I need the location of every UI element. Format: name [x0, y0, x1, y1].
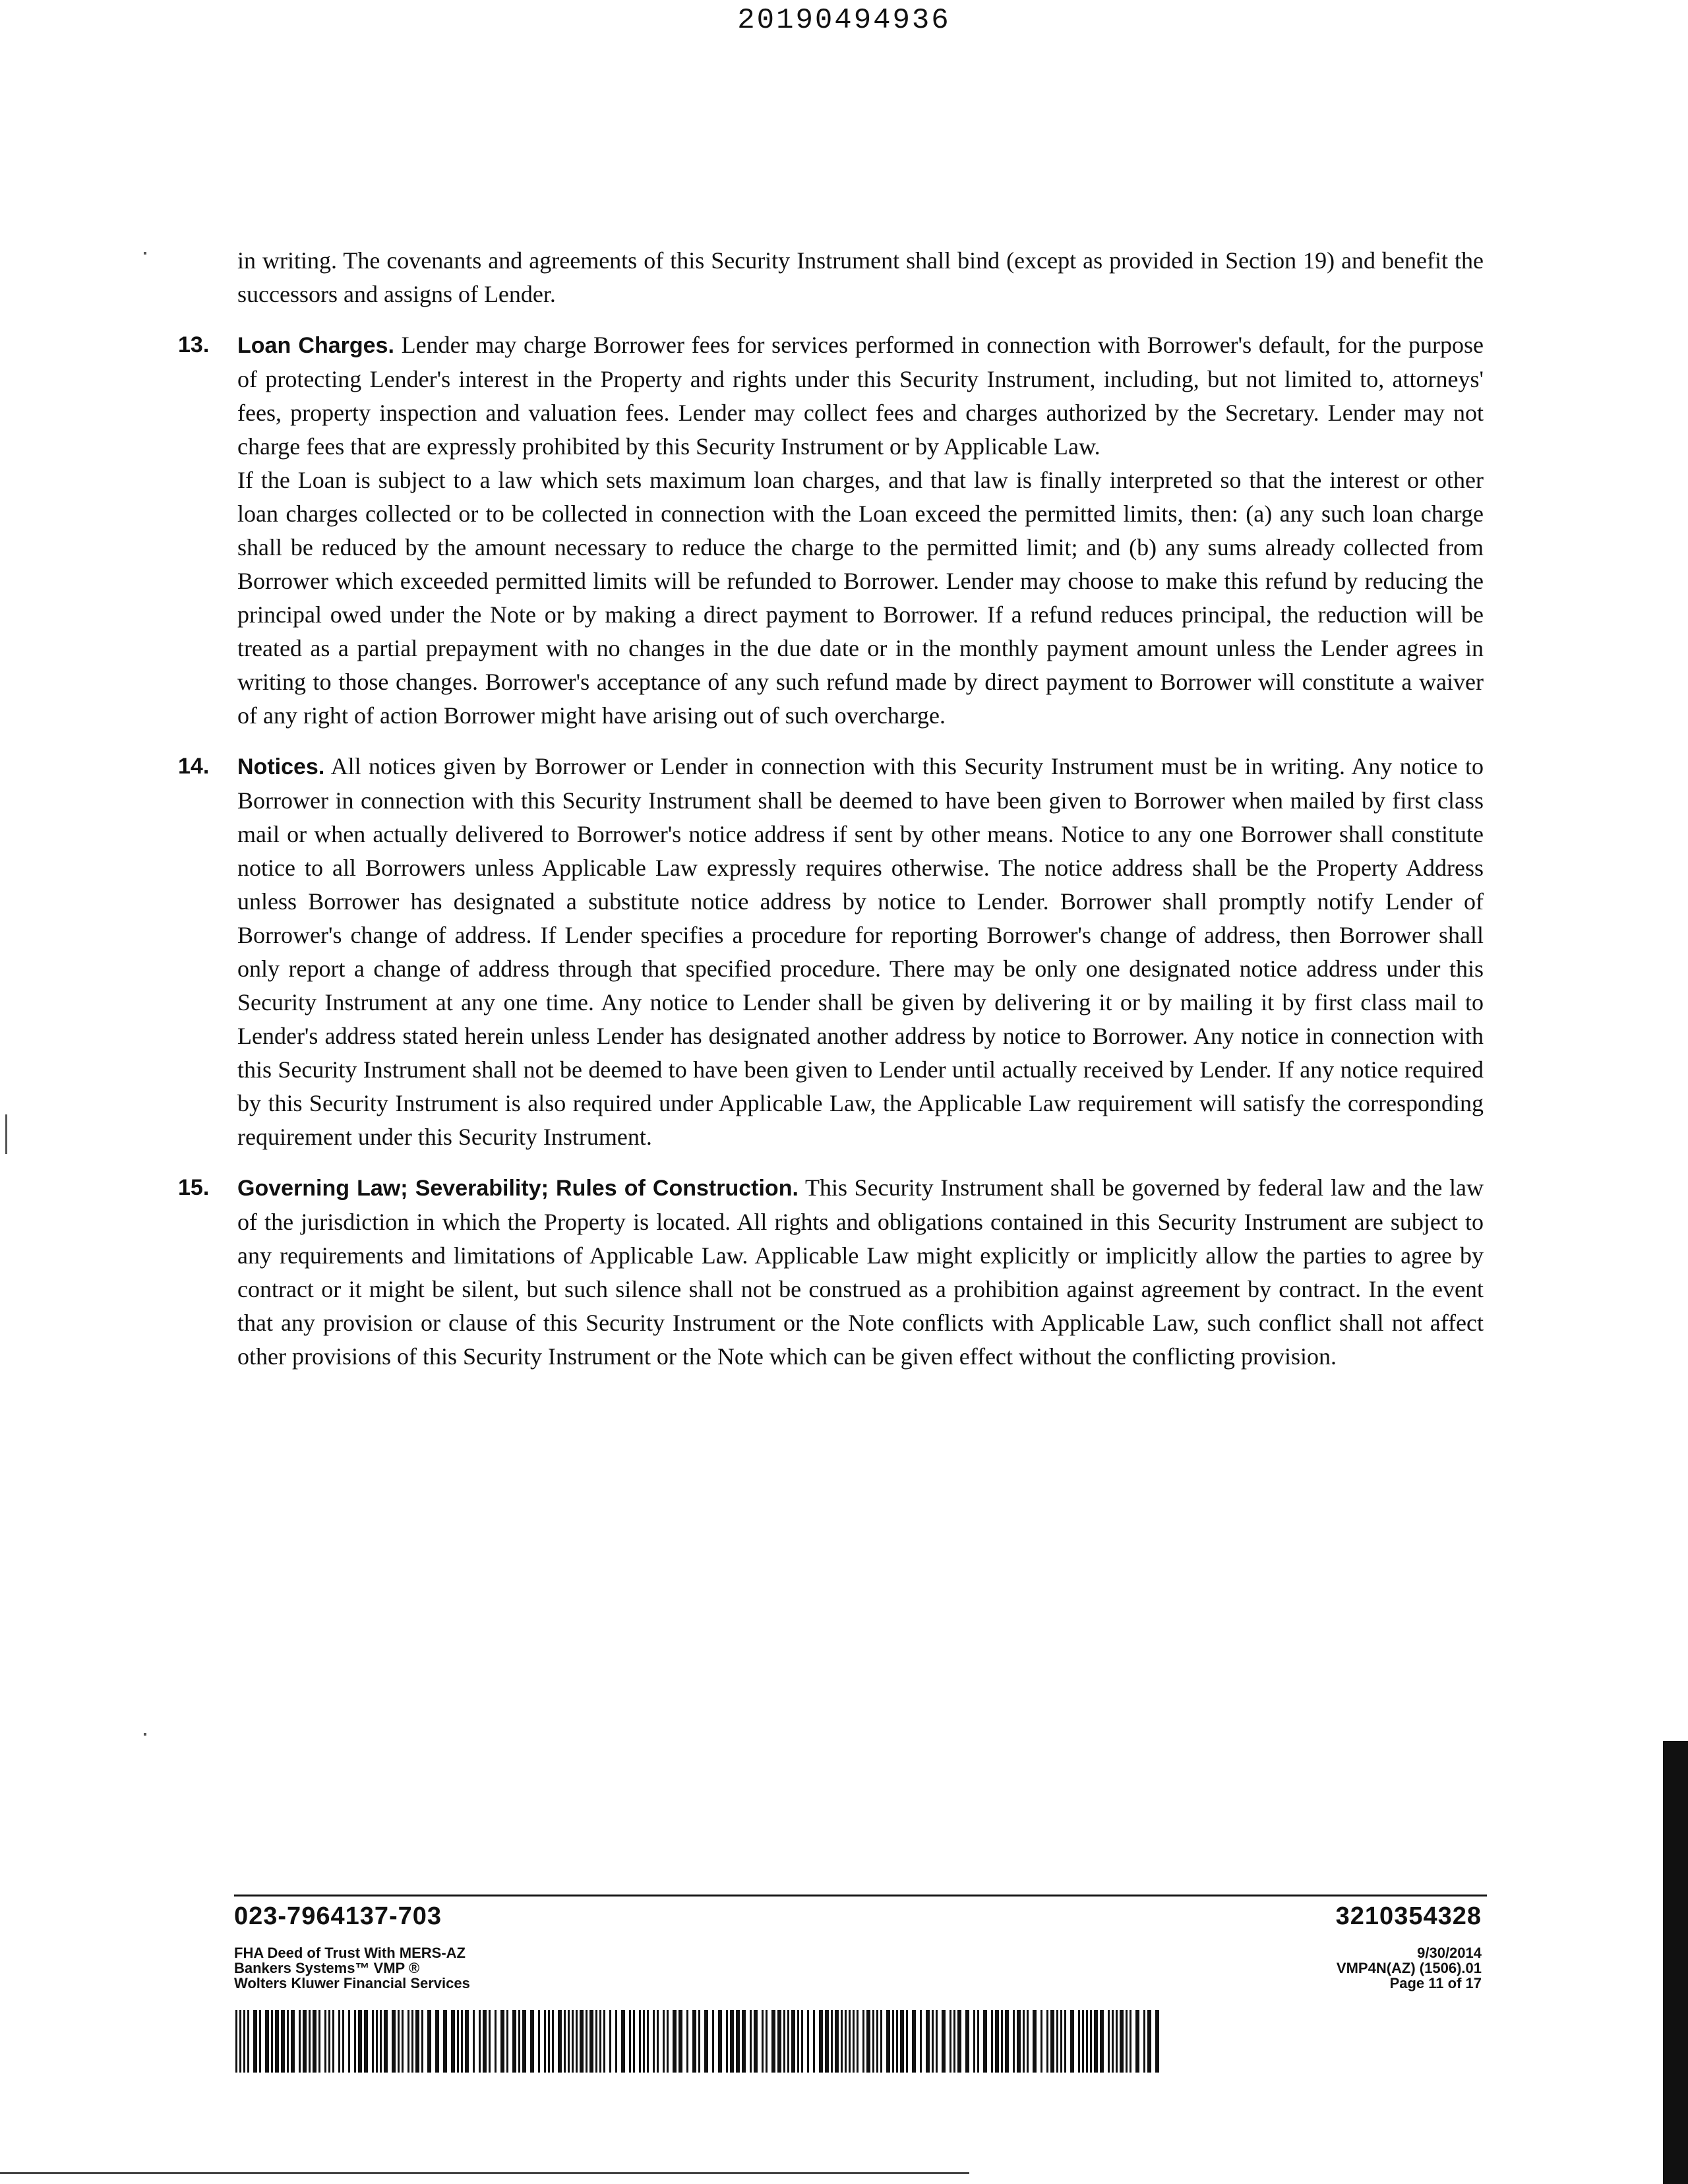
- barcode-bar: [489, 2010, 491, 2073]
- barcode-bar: [819, 2010, 823, 2073]
- barcode-bar: [239, 2010, 241, 2073]
- section-14-notices: [178, 750, 1484, 1154]
- section-title: Loan Charges.: [237, 333, 394, 358]
- barcode-bar: [1090, 2010, 1092, 2073]
- scan-edge-bottom: [0, 2172, 969, 2174]
- barcode-bar: [281, 2010, 285, 2073]
- form-code: VMP4N(AZ) (1506).01: [1336, 1960, 1482, 1976]
- barcode-bar: [530, 2010, 534, 2073]
- barcode-bar: [461, 2010, 463, 2073]
- barcode-bar: [544, 2010, 546, 2073]
- barcode-bar: [825, 2010, 829, 2073]
- barcode-bar: [259, 2010, 261, 2073]
- barcode-bar: [338, 2010, 340, 2073]
- barcode-bar: [835, 2010, 839, 2073]
- intro-paragraph: in writing. The covenants and agreements of this Security Instrument shall bind (except as provided in Section 19) and benefit the successors and assigns of Lender.: [237, 247, 1484, 307]
- barcode-bar: [1050, 2010, 1054, 2073]
- barcode-bar: [1033, 2010, 1037, 2073]
- barcode-bar: [1078, 2010, 1080, 2073]
- barcode-bar: [866, 2010, 870, 2073]
- barcode-bar: [621, 2010, 625, 2073]
- section-paragraph: [237, 328, 1484, 464]
- section-body: All notices given by Borrower or Lender in connection with this Security Instrument must be in writing. Any notice to Borrower in connection with this Security Instrument shall be deemed to have been given to Borrower when mailed by first class mail or when actually delivered to Borrower's notice address if sent by other means. Notice to any one Borrower shall constitute notice to all Borrowers unless Applicable Law expressly requires otherwise. The notice address shall be the Property Address unless Borrower has designated a substitute notice address by notice to Lender. Borrower shall promptly notify Lender of Borrower's change of address. If Lender specifies a procedure for reporting Borrower's change of address, then Borrower shall only report a change of address through that specified procedure. There may be only one designated notice address under this Security Instrument at any one time. Any notice to Lender shall be given by delivering it or by mailing it by first class mail to Lender's address stated herein unless Lender has designated another address by notice to Borrower. Any notice in connection with this Security Instrument shall not be deemed to have been given to Lender until actually received by Lender. If any notice required by this Security Instrument is also required under Applicable Law, the Applicable Law requirement will satisfy the corresponding requirement under this Security Instrument.: [237, 753, 1484, 1150]
- barcode-bar: [995, 2010, 999, 2073]
- barcode-bar: [953, 2010, 955, 2073]
- barcode-bar: [473, 2010, 475, 2073]
- barcode-bar: [595, 2010, 597, 2073]
- barcode-bar: [1023, 2010, 1025, 2073]
- barcode-bar: [657, 2010, 659, 2073]
- barcode-bar: [831, 2010, 833, 2073]
- barcode-bar: [777, 2010, 781, 2073]
- barcode-bar: [332, 2010, 334, 2073]
- barcode-bar: [692, 2010, 696, 2073]
- barcode-bar: [942, 2010, 946, 2073]
- barcode-bar: [1126, 2010, 1128, 2073]
- barcode-bar: [1108, 2010, 1110, 2073]
- barcode-bar: [673, 2010, 677, 2073]
- section-number: 14.: [178, 754, 210, 779]
- barcode-bar: [243, 2010, 245, 2073]
- barcode-bar: [1070, 2010, 1074, 2073]
- barcode-bar: [1086, 2010, 1088, 2073]
- barcode-bar: [538, 2010, 540, 2073]
- barcode-bar: [372, 2010, 374, 2073]
- barcode-bar: [1094, 2010, 1098, 2073]
- barcode-bar: [1001, 2010, 1003, 2073]
- barcode-bar: [411, 2010, 413, 2073]
- barcode-bar: [896, 2010, 898, 2073]
- barcode-bar: [318, 2010, 320, 2073]
- barcode-bar: [853, 2010, 855, 2073]
- barcode-bar: [886, 2010, 890, 2073]
- barcode-bar: [506, 2010, 508, 2073]
- barcode-bar: [603, 2010, 605, 2073]
- barcode-bar: [936, 2010, 938, 2073]
- barcode-bar: [558, 2010, 562, 2073]
- barcode-bar: [983, 2010, 987, 2073]
- document-body: [178, 244, 1484, 1374]
- barcode-bar: [299, 2010, 301, 2073]
- barcode-bar: [354, 2010, 356, 2073]
- barcode-bar: [667, 2010, 669, 2073]
- barcode-bar: [548, 2010, 550, 2073]
- barcode-bar: [791, 2010, 795, 2073]
- barcode-bar: [1005, 2010, 1009, 2073]
- barcode-bar: [265, 2010, 269, 2073]
- barcode-bar: [813, 2010, 815, 2073]
- barcode-bar: [1056, 2010, 1058, 2073]
- barcode-bar: [609, 2010, 611, 2073]
- barcode-bar: [787, 2010, 789, 2073]
- barcode-bar: [712, 2010, 714, 2073]
- barcode-bar: [926, 2010, 930, 2073]
- barcode-bar: [862, 2010, 864, 2073]
- barcode-bar: [328, 2010, 330, 2073]
- barcode-bar: [568, 2010, 570, 2073]
- barcode-bar: [275, 2010, 279, 2073]
- barcode-bar: [857, 2010, 859, 2073]
- barcode-bar: [1116, 2010, 1118, 2073]
- barcode-bar: [1143, 2010, 1145, 2073]
- section-number: 15.: [178, 1175, 210, 1200]
- barcode-bar: [364, 2010, 368, 2073]
- barcode-bar: [876, 2010, 878, 2073]
- form-vendor: Bankers Systems™ VMP ®: [234, 1960, 420, 1976]
- form-meta: [1337, 1945, 1482, 1991]
- barcode-bar: [1120, 2010, 1124, 2073]
- barcode-bar: [730, 2010, 734, 2073]
- barcode-bar: [1064, 2010, 1066, 2073]
- barcode-bar: [564, 2010, 566, 2073]
- barcode-bar: [552, 2010, 554, 2073]
- barcode-bar: [495, 2010, 497, 2073]
- min-number: 3210354328: [1335, 1902, 1482, 1930]
- barcode-bar: [704, 2010, 708, 2073]
- barcode-bar: [415, 2010, 419, 2073]
- section-subparagraph: If the Loan is subject to a law which sets maximum loan charges, and that law is finally interpreted so that the interest or other loan charges collected or to be collected in connection with the Loan exceed the permitted limits, then: (a) any such loan charge shall be reduced by the amount necessary to reduce the charge to the permitted limit; and (b) any sums already collected from Borrower which exceeded permitted limits will be refunded to Borrower. Lender may choose to make this refund by reducing the principal owed under the Note or by making a direct payment to Borrower. If a refund reduces principal, the reduction will be treated as a partial prepayment with no changes in the due date or in the monthly payment amount unless the Lender agrees in writing to those changes. Borrower's acceptance of any such refund made by direct payment to Borrower will constitute a waiver of any right of action Borrower might have arising out of such overcharge.: [237, 467, 1484, 729]
- barcode-bar: [801, 2010, 803, 2073]
- barcode-bar: [977, 2010, 979, 2073]
- barcode-bar: [973, 2010, 975, 2073]
- form-date: 9/30/2014: [1417, 1945, 1482, 1961]
- barcode-bar: [920, 2010, 922, 2073]
- barcode-bar: [965, 2010, 969, 2073]
- barcode-bar: [742, 2010, 746, 2073]
- barcode-bar: [483, 2010, 487, 2073]
- barcode-bar: [906, 2010, 908, 2073]
- barcode-bar: [892, 2010, 894, 2073]
- barcode-bar: [427, 2010, 431, 2073]
- form-publisher: Wolters Kluwer Financial Services: [234, 1975, 470, 1991]
- section-title: Notices.: [237, 754, 325, 779]
- barcode-bar: [576, 2010, 578, 2073]
- barcode-bar: [783, 2010, 785, 2073]
- barcode-bar: [589, 2010, 593, 2073]
- barcode-bar: [500, 2010, 504, 2073]
- barcode-bar: [479, 2010, 481, 2073]
- barcode-bar: [572, 2010, 574, 2073]
- barcode-bar: [762, 2010, 764, 2073]
- barcode-bar: [754, 2010, 758, 2073]
- barcode-bar: [629, 2010, 631, 2073]
- barcode-bar: [807, 2010, 809, 2073]
- barcode: [235, 2010, 1165, 2073]
- barcode-bar: [1130, 2010, 1131, 2073]
- barcode-bar: [599, 2010, 601, 2073]
- barcode-bar: [303, 2010, 307, 2073]
- barcode-bar: [421, 2010, 423, 2073]
- barcode-bar: [380, 2010, 382, 2073]
- barcode-bar: [643, 2010, 645, 2073]
- barcode-bar: [639, 2010, 641, 2073]
- form-title: FHA Deed of Trust With MERS-AZ: [234, 1945, 466, 1961]
- barcode-bar: [849, 2010, 851, 2073]
- section-15-governing-law: [178, 1171, 1484, 1374]
- barcode-bar: [686, 2010, 688, 2073]
- footer-divider: [234, 1895, 1487, 1896]
- section-13-loan-charges: [178, 328, 1484, 733]
- barcode-bar: [457, 2010, 459, 2073]
- barcode-bar: [313, 2010, 316, 2073]
- barcode-bar: [771, 2010, 775, 2073]
- barcode-bar: [465, 2010, 469, 2073]
- barcode-bar: [309, 2010, 311, 2073]
- barcode-bar: [1046, 2010, 1048, 2073]
- section-paragraph: [237, 750, 1484, 1154]
- loan-number: 023-7964137-703: [234, 1902, 442, 1930]
- barcode-bar: [932, 2010, 934, 2073]
- section-paragraph: [237, 1171, 1484, 1374]
- barcode-bar: [512, 2010, 516, 2073]
- barcode-bar: [402, 2010, 404, 2073]
- barcode-bar: [518, 2010, 520, 2073]
- barcode-bar: [271, 2010, 273, 2073]
- barcode-bar: [1060, 2010, 1062, 2073]
- barcode-bar: [1013, 2010, 1015, 2073]
- barcode-bar: [912, 2010, 916, 2073]
- barcode-bar: [247, 2010, 249, 2073]
- barcode-bar: [398, 2010, 400, 2073]
- scan-mark: [144, 1733, 146, 1736]
- barcode-bar: [1147, 2010, 1151, 2073]
- barcode-bar: [841, 2010, 843, 2073]
- section-title: Governing Law; Severability; Rules of Construction.: [237, 1176, 799, 1201]
- barcode-bar: [880, 2010, 882, 2073]
- barcode-bar: [736, 2010, 740, 2073]
- barcode-bar: [766, 2010, 768, 2073]
- barcode-bar: [1155, 2010, 1159, 2073]
- barcode-bar: [376, 2010, 378, 2073]
- barcode-bar: [900, 2010, 904, 2073]
- barcode-bar: [678, 2010, 682, 2073]
- barcode-bar: [1017, 2010, 1021, 2073]
- barcode-bar: [586, 2010, 588, 2073]
- barcode-bar: [615, 2010, 617, 2073]
- barcode-bar: [392, 2010, 396, 2073]
- section-number: 13.: [178, 332, 210, 357]
- recording-number: 20190494936: [737, 4, 951, 37]
- barcode-bar: [291, 2010, 295, 2073]
- barcode-bar: [324, 2010, 326, 2073]
- barcode-bar: [1112, 2010, 1114, 2073]
- form-info: [234, 1945, 470, 1991]
- barcode-bar: [348, 2010, 350, 2073]
- barcode-bar: [797, 2010, 799, 2073]
- barcode-bar: [1100, 2010, 1104, 2073]
- barcode-bar: [1082, 2010, 1084, 2073]
- barcode-bar: [384, 2010, 388, 2073]
- barcode-bar: [407, 2010, 409, 2073]
- barcode-bar: [1027, 2010, 1029, 2073]
- barcode-bar: [451, 2010, 455, 2073]
- barcode-bar: [698, 2010, 700, 2073]
- scan-mark: [5, 1114, 7, 1154]
- barcode-bar: [580, 2010, 584, 2073]
- barcode-bar: [287, 2010, 289, 2073]
- barcode-bar: [845, 2010, 847, 2073]
- barcode-bar: [435, 2010, 439, 2073]
- barcode-bar: [1135, 2010, 1139, 2073]
- barcode-bar: [647, 2010, 649, 2073]
- barcode-bar: [522, 2010, 526, 2073]
- barcode-bar: [750, 2010, 752, 2073]
- scan-mark: [144, 252, 146, 255]
- barcode-bar: [443, 2010, 447, 2073]
- barcode-bar: [872, 2010, 874, 2073]
- barcode-bar: [663, 2010, 665, 2073]
- barcode-bar: [253, 2010, 257, 2073]
- barcode-bar: [957, 2010, 961, 2073]
- barcode-bar: [1040, 2010, 1042, 2073]
- barcode-bar: [991, 2010, 993, 2073]
- barcode-bar: [653, 2010, 655, 2073]
- barcode-bar: [358, 2010, 362, 2073]
- barcode-bar: [342, 2010, 344, 2073]
- page-number: Page 11 of 17: [1389, 1975, 1482, 1991]
- section-body: Lender may charge Borrower fees for services performed in connection with Borrower's default, for the purpose of protecting Lender's interest in the Property and rights under this Security Instrument, including, but not limited to, attorneys' fees, property inspection and valuation fees. Lender may collect fees and charges authorized by the Secretary. Lender may not charge fees that are expressly prohibited by this Security Instrument or by Applicable Law.: [237, 332, 1484, 460]
- barcode-bar: [726, 2010, 728, 2073]
- barcode-bar: [633, 2010, 635, 2073]
- barcode-bar: [950, 2010, 951, 2073]
- barcode-bar: [718, 2010, 722, 2073]
- scan-edge-right: [1663, 1741, 1688, 2184]
- section-body: This Security Instrument shall be governed by federal law and the law of the jurisdiction in which the Property is located. All rights and obligations contained in this Security Instrument are subject to any requirements and limitations of Applicable Law. Applicable Law might explicitly or implicitly allow the parties to agree by contract or it might be silent, but such silence shall not be construed as a prohibition against agreement by contract. In the event that any provision or clause of this Security Instrument or the Note conflicts with Applicable Law, such conflict shall not affect other provisions of this Security Instrument or the Note which can be given effect without the conflicting provision.: [237, 1174, 1484, 1370]
- barcode-bar: [235, 2010, 237, 2073]
